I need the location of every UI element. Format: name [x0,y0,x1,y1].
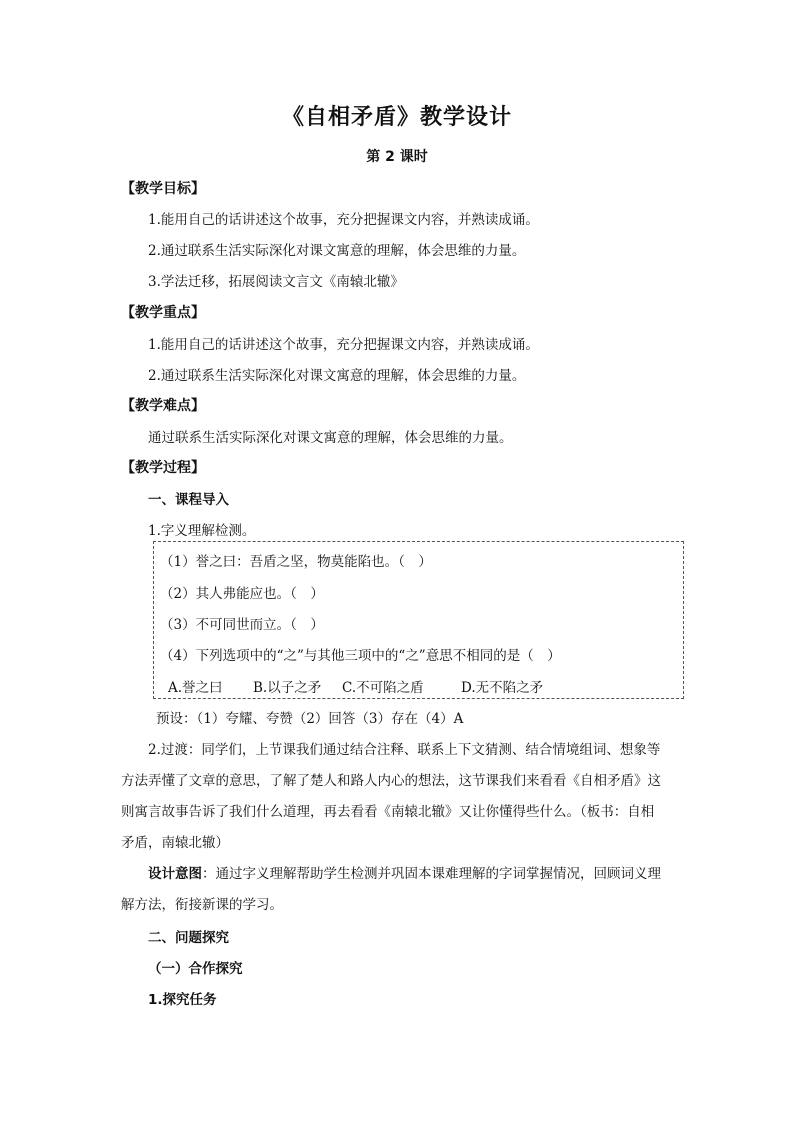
design-intent [148,862,661,882]
process-heading: 【教学过程】 [121,460,205,476]
difficulty-text: 通过联系生活实际深化对课文寓意的理解，体会思维的力量。 [148,430,513,446]
quiz-question: （1）誉之曰：吾盾之坚，物莫能陷也。（ ） [160,554,432,570]
quiz-option: A.誉之曰 [168,680,223,696]
lesson-subtitle: 第 2 课时 [366,149,428,165]
quiz-option: B.以子之矛 [253,680,322,696]
quiz-question: （3）不可同世而立。（ ） [160,617,324,633]
design-intent-continued: 解方法，衔接新课的学习。 [121,897,283,913]
transition-line: 矛盾，南辕北辙） [121,835,229,851]
transition-line: 方法弄懂了文章的意思，了解了楚人和路人内心的想法，这节课我们来看看《自相矛盾》这 [121,773,661,789]
transition-line: 2.过渡：同学们，上节课我们通过结合注释、联系上下文猜测、结合情境组词、想象等 [148,742,661,758]
part2-item: 1.探究任务 [148,992,217,1008]
difficulties-heading: 【教学难点】 [121,398,205,414]
part2-subtitle: （一）合作探究 [148,961,243,977]
transition-line: 则寓言故事告诉了我们什么道理，再去看看《南辕北辙》又让你懂得些什么。（板书：自相 [121,804,655,820]
part2-title: 二、问题探究 [148,930,229,946]
quiz-question: （4）下列选项中的“之”与其他三项中的“之”意思不相同的是（ ） [160,648,561,664]
document-title: 《自相矛盾》教学设计 [281,105,512,130]
design-intent-label: 设计意图 [148,866,202,882]
objective-item: 1.能用自己的话讲述这个故事，充分把握课文内容，并熟读成诵。 [148,212,539,228]
objective-item: 2.通过联系生活实际深化对课文寓意的理解，体会思维的力量。 [148,243,526,259]
process-item-1: 1.字义理解检测。 [148,523,256,539]
quiz-option: D.无不陷之矛 [461,680,544,696]
key-point-item: 2.通过联系生活实际深化对课文寓意的理解，体会思维的力量。 [148,368,526,384]
key-point-item: 1.能用自己的话讲述这个故事，充分把握课文内容，并熟读成诵。 [148,337,539,353]
quiz-option: C.不可陷之盾 [342,680,424,696]
key-points-heading: 【教学重点】 [121,305,205,321]
objectives-heading: 【教学目标】 [121,181,205,197]
part1-title: 一、课程导入 [148,492,229,508]
design-intent-text: ：通过字义理解帮助学生检测并巩固本课难理解的字词掌握情况，回顾词义理 [202,866,661,882]
quiz-question: （2）其人弗能应也。（ ） [160,586,324,602]
quiz-answer: 预设：（1）夸耀、夸赞（2）回答（3）存在（4）A [156,711,464,727]
objective-item: 3.学法迁移，拓展阅读文言文《南辕北辙》 [148,274,404,290]
